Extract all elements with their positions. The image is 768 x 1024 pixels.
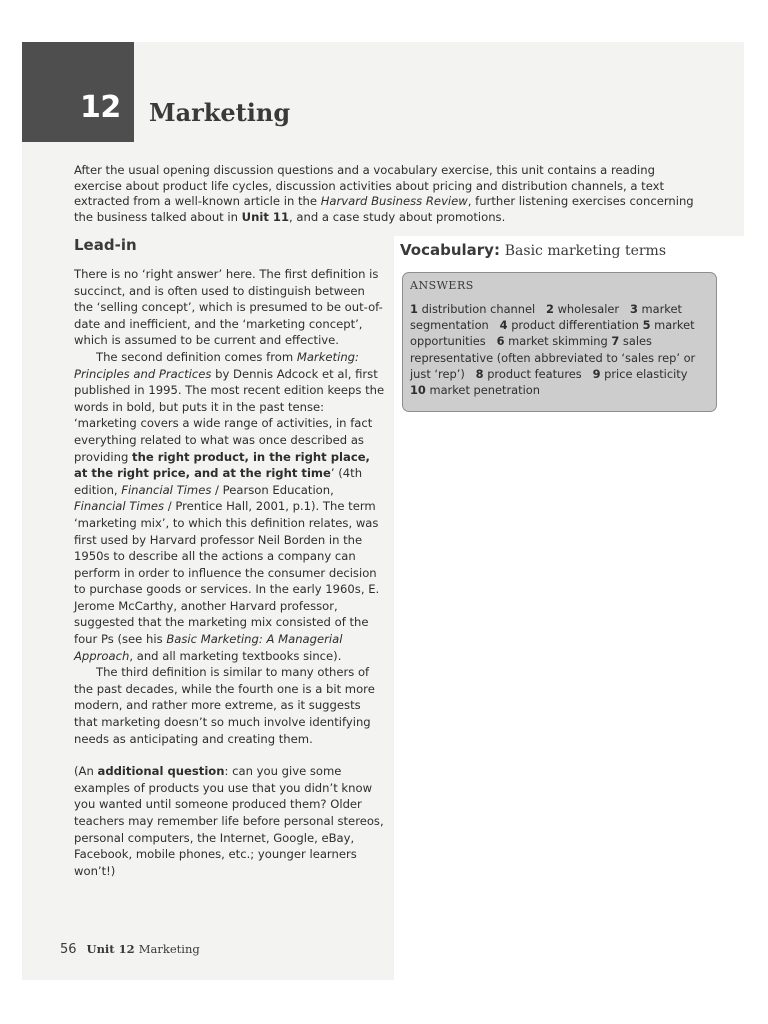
answer-number: 10 bbox=[410, 383, 426, 398]
lead-in-heading: Lead-in bbox=[74, 236, 137, 254]
answer-number: 2 bbox=[546, 302, 554, 316]
answer-text: distribution channel bbox=[421, 302, 536, 316]
page-footer bbox=[60, 942, 200, 957]
lead-in-paragraph-2: The second definition comes from Marketing: Principles and Practices by Dennis Adcock et al, first published in 1995. The most recent edition keeps the words in bold, but puts it in the past tense: ‘marketing covers a wide range of activities, in fact everything related to what was once described as providing the right product, in the right place, at the right price, and at the right time’ (4th edition, Financial Times / Pearson Education, Financial Times / Prentice Hall, 2001, p.1). The term ‘marketing mix’, to which this definition relates, was first used by Harvard professor Neil Borden in the 1950s to describe all the actions a company can perform in order to influence the consumer decision to purchase goods or services. In the early 1960s, E. Jerome McCarthy, another Harvard professor, suggested that the marketing mix consisted of the four Ps (see his Basic Marketing: A Managerial Approach, and all marketing textbooks since). bbox=[74, 349, 385, 663]
lead-in-paragraph-3: The third definition is similar to many others of the past decades, while the fourth one is a bit more modern, and rather more extreme, as it suggests that marketing doesn’t so much involve identifying needs as anticipating and creating them. bbox=[74, 665, 375, 746]
answer-text: sales representative (often abbreviated to ‘sales rep’ or just ‘rep’) bbox=[410, 334, 696, 381]
answer-text: market segmentation bbox=[410, 302, 682, 333]
unit-number: 12 bbox=[80, 90, 121, 125]
lead-in-paragraph-1: There is no ‘right answer’ here. The first definition is succinct, and is often used to distinguish between the ‘selling concept’, which is presumed to be out-of-date and inefficient, and the ‘marketing concept’, which is assumed to be current and effective. bbox=[74, 267, 383, 348]
answer-number: 8 bbox=[475, 366, 484, 381]
answer-number: 7 bbox=[611, 334, 620, 349]
answer-text: price elasticity bbox=[604, 366, 688, 381]
answers-label: ANSWERS bbox=[410, 279, 474, 292]
answers-list bbox=[410, 301, 710, 398]
footer-unit: Unit 12 bbox=[86, 942, 135, 956]
page-number: 56 bbox=[60, 942, 77, 957]
footer-title: Marketing bbox=[138, 942, 200, 956]
answer-number: 4 bbox=[499, 318, 508, 333]
answer-number: 1 bbox=[410, 302, 418, 316]
answer-text: market penetration bbox=[429, 383, 540, 398]
answer-text: product differentiation bbox=[511, 318, 639, 333]
lead-in-body bbox=[74, 266, 386, 879]
answer-text: market skimming bbox=[508, 334, 608, 349]
answer-number: 9 bbox=[592, 366, 601, 381]
vocabulary-heading: Vocabulary: Basic marketing terms bbox=[400, 241, 667, 259]
lead-in-paragraph-4: (An additional question: can you give some examples of products you use that you didn’t know you wanted until someone produced them? Older teachers may remember life before personal stereos, personal computers, the Internet, Google, eBay, Facebook, mobile phones, etc.; younger learners won’t!) bbox=[74, 764, 384, 878]
answer-number: 5 bbox=[642, 318, 651, 333]
answer-text: market opportunities bbox=[410, 318, 695, 349]
answer-number: 6 bbox=[496, 334, 505, 349]
unit-title: Marketing bbox=[149, 98, 291, 127]
answer-text: product features bbox=[487, 366, 582, 381]
answer-text: wholesaler bbox=[557, 302, 620, 316]
intro-paragraph: After the usual opening discussion questions and a vocabulary exercise, this unit contains a reading exercise about product life cycles, discussion activities about pricing and distribution channels, a text extracted from a well-known article in the Harvard Business Review, further listening exercises concerning the business talked about in Unit 11, and a case study about promotions. bbox=[74, 163, 694, 224]
answers-box bbox=[402, 272, 717, 412]
answer-number: 3 bbox=[629, 302, 638, 316]
